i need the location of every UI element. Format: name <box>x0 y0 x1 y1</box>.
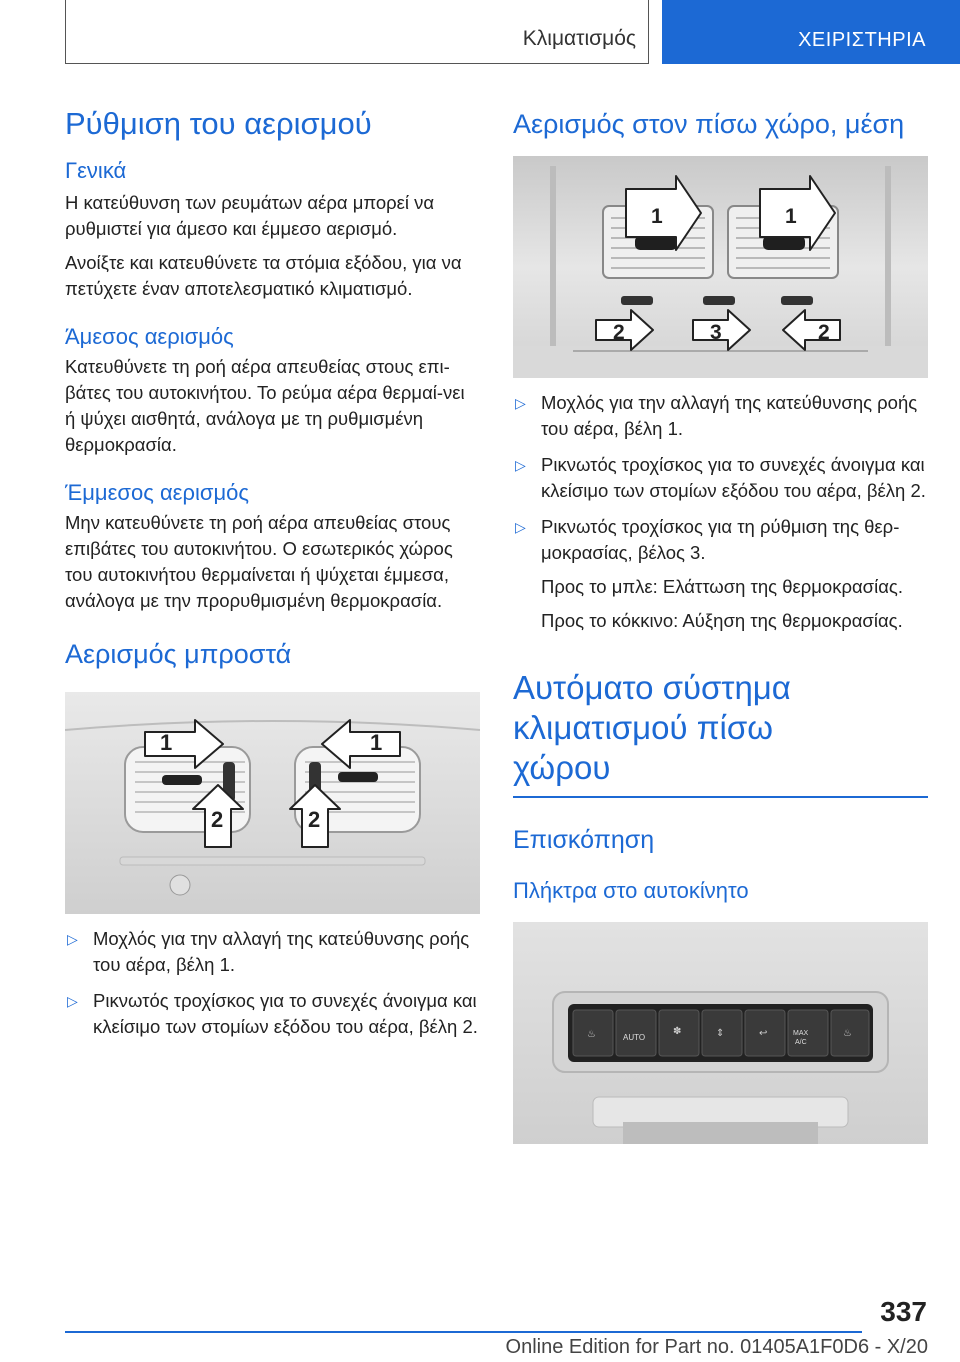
panel-ac-label: A/C <box>795 1039 807 1046</box>
rear-label-1a: 1 <box>651 205 663 228</box>
rear-label-2b: 2 <box>818 321 830 344</box>
heading-overview: Επισκόπηση <box>513 826 655 854</box>
heading-rule <box>513 796 928 798</box>
section-tab <box>65 0 649 64</box>
general-paragraph-2: Ανοίξτε και κατευθύνετε τα στόμια εξόδου, για να πετύχετε έναν αποτελεσματικό κλιματισμό. <box>65 252 462 299</box>
manual-title: ΧΕΙΡΙΣΤΗΡΙΑ <box>798 29 926 51</box>
front-vents-photo <box>65 692 480 914</box>
direct-paragraph: Κατευθύνετε τη ροή αέρα απευθείας στους επι-βάτες του αυτοκινήτου. Το ρεύμα αέρα θερμαί-νει ή ψύχει αισθητά, ανάλογα με τη ρυθμισμένη θερμοκρασία. <box>65 356 465 455</box>
heading-general: Γενικά <box>65 158 127 183</box>
list-item: ▷ Ρικνωτός τροχίσκος για το συνεχές άνοιγμα και κλείσιμο των στομίων εξόδου του αέρα, βέλη 2. <box>67 990 478 1037</box>
left-column <box>65 100 480 1040</box>
heading-keys-in-car: Πλήκτρα στο αυτοκίνητο <box>513 878 749 903</box>
rear-vents-photo <box>513 156 928 378</box>
triangle-bullet-icon: ▷ <box>67 993 78 1009</box>
right-column <box>513 100 928 1144</box>
triangle-bullet-icon: ▷ <box>515 395 526 411</box>
svg-text:♨: ♨ <box>843 1028 852 1039</box>
list-item: ▷ Ρικνωτός τροχίσκος για τη ρύθμιση της θερ-μοκρασίας, βέλος 3. Προς το μπλε: Ελάττωση της θερμοκρασίας. Προς το κόκκινο: Αύξηση της θερμοκρασίας. <box>513 514 928 634</box>
footer-rule <box>65 1331 862 1333</box>
footer-edition: Online Edition for Part no. 01405A1F0D6 - X/20 <box>505 1336 928 1358</box>
heading-rear-ventilation: Αερισμός στον πίσω χώρο, μέση <box>513 109 905 139</box>
triangle-bullet-icon: ▷ <box>67 931 78 947</box>
general-paragraph-1: Η κατεύθυνση των ρευμάτων αέρα μπορεί να ρυθμιστεί για άμεσο και έμμεσο αερισμό. <box>65 192 435 239</box>
section-title: Κλιματισμός <box>522 27 636 50</box>
svg-text:♨: ♨ <box>587 1029 596 1040</box>
front-legend-list <box>65 926 480 1040</box>
svg-text:✽: ✽ <box>673 1026 682 1037</box>
triangle-bullet-icon: ▷ <box>515 519 526 535</box>
front-label-1b: 1 <box>370 730 383 755</box>
panel-max-label: MAX <box>793 1030 809 1037</box>
heading-indirect-ventilation: Έμμεσος αερισμός <box>65 480 249 505</box>
indirect-paragraph: Μην κατευθύνετε τη ροή αέρα απευθείας στους επιβάτες του αυτοκινήτου. Ο εσωτερικός χώρος του αυτοκινήτου θερμαίνεται ή ψύχεται έμμεσα, ανάλογα με την προρυθμισμένη θερμοκρασία. <box>65 512 453 611</box>
rear-label-3: 3 <box>710 321 722 344</box>
list-item: ▷ Μοχλός για την αλλαγή της κατεύθυνσης ροής του αέρα, βέλη 1. <box>515 392 918 439</box>
list-item: ▷ Μοχλός για την αλλαγή της κατεύθυνσης ροής του αέρα, βέλη 1. <box>67 928 470 975</box>
sub-note-red: Προς το κόκκινο: Αύξηση της θερμοκρασίας. <box>541 610 903 631</box>
page-header <box>65 0 960 64</box>
panel-auto-label: AUTO <box>623 1033 646 1042</box>
triangle-bullet-icon: ▷ <box>515 457 526 473</box>
heading-front-ventilation: Αερισμός μπροστά <box>65 639 292 669</box>
list-item: ▷ Ρικνωτός τροχίσκος για το συνεχές άνοιγμα και κλείσιμο των στομίων εξόδου του αέρα, βέλη 2. <box>515 454 926 501</box>
rear-panel-photo <box>513 922 928 1144</box>
svg-text:↩: ↩ <box>759 1028 768 1039</box>
svg-text:⇕: ⇕ <box>716 1028 725 1039</box>
section-heading-ventilation: Ρύθμιση του αερισμού <box>65 106 372 141</box>
rear-label-2a: 2 <box>613 321 625 344</box>
front-label-2b: 2 <box>308 807 321 832</box>
front-label-1a: 1 <box>160 730 173 755</box>
manual-tab <box>662 0 960 64</box>
rear-legend-list <box>513 390 928 634</box>
page-number: 337 <box>880 1296 927 1327</box>
rear-label-1b: 1 <box>785 205 797 228</box>
front-label-2a: 2 <box>211 807 224 832</box>
heading-rear-auto-climate: Αυτόματο σύστημα κλιματισμού πίσω χώρου <box>513 669 791 786</box>
sub-note-blue: Προς το μπλε: Ελάττωση της θερμοκρασίας. <box>541 576 903 597</box>
heading-direct-ventilation: Άμεσος αερισμός <box>65 324 234 349</box>
